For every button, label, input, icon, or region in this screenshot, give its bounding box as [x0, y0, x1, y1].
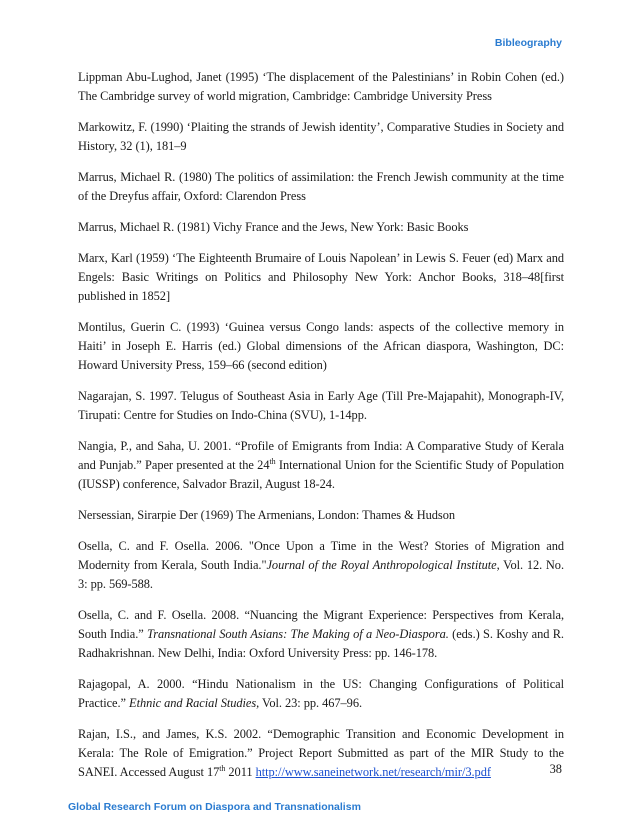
bibliography-list [78, 68, 564, 794]
reference-text: Vol. 12. No. 3: pp. 569-588. [78, 557, 565, 591]
reference-text: 2011 [225, 764, 256, 779]
reference-text: Nangia, P., and Saha, U. 2001. “Profile of Emigrants from India: A Comparative Study of Kerala and Punjab.” Paper presented at the 24 [78, 438, 564, 472]
reference-entry: Marx, Karl (1959) ‘The Eighteenth Brumaire of Louis Napolean’ in Lewis S. Feuer (ed) Marx and Engels: Basic Writings on Politics and Philosophy New York: Anchor Books, 318–48[first published in 1852] [78, 251, 564, 303]
reference-entry [78, 725, 564, 782]
reference-entry [78, 537, 564, 594]
reference-entry [78, 606, 564, 663]
reference-link[interactable]: http://www.saneinetwork.net/research/mir/3.pdf [255, 764, 491, 779]
reference-entry: Markowitz, F. (1990) ‘Plaiting the strands of Jewish identity’, Comparative Studies in Society and History, 32 (1), 181–9 [78, 120, 564, 153]
running-header: Bibleography [494, 37, 562, 49]
reference-entry: Montilus, Guerin C. (1993) ‘Guinea versus Congo lands: aspects of the collective memory in Haiti’ in Joseph E. Harris (ed.) Global dimensions of the African diaspora, Washington, DC: Howard University Press, 159–66 (second edition) [78, 320, 564, 372]
journal-title: Journal of the Royal Anthropological Institute, [266, 557, 500, 572]
journal-title: Ethnic and Racial Studies, [129, 695, 260, 710]
reference-text: Vol. 23: pp. 467–96. [259, 695, 363, 710]
page-number: 38 [549, 762, 562, 776]
reference-text: Rajagopal, A. 2000. “Hindu Nationalism in the US: Changing Configurations of Political Practice.” [78, 676, 564, 710]
reference-entry: Nagarajan, S. 1997. Telugus of Southeast Asia in Early Age (Till Pre-Majapahit), Monograph-IV, Tirupati: Centre for Studies on Indo-China (SVU), 1-14pp. [78, 388, 564, 422]
reference-text: Rajan, I.S., and James, K.S. 2002. “Demographic Transition and Economic Development in Kerala: The Role of Emigration.” Project Report Submitted as part of the MIR Study to the SANEI. Accessed August 17 [78, 726, 564, 779]
reference-entry [78, 437, 564, 494]
reference-text: International Union for the Scientific Study of Population (IUSSP) conference, Salvador Brazil, August 18-24. [78, 457, 564, 491]
reference-entry [78, 675, 564, 713]
reference-entry: Marrus, Michael R. (1980) The politics of assimilation: the French Jewish community at the time of the Dreyfus affair, Oxford: Clarendon Press [78, 170, 564, 203]
running-footer: Global Research Forum on Diaspora and Transnationalism [68, 801, 361, 813]
superscript: th [269, 456, 276, 466]
reference-text: (eds.) S. Koshy and R. Radhakrishnan. New Delhi, India: Oxford University Press: pp. 146-178. [78, 626, 564, 660]
book-title: Transnational South Asians: The Making of a Neo-Diaspora. [147, 626, 449, 641]
reference-text: Osella, C. and F. Osella. 2008. “Nuancing the Migrant Experience: Perspectives from Kerala, South India.” [78, 607, 564, 641]
reference-entry: Lippman Abu-Lughod, Janet (1995) ‘The displacement of the Palestinians’ in Robin Cohen (ed.) The Cambridge survey of world migration, Cambridge: Cambridge University Press [78, 70, 564, 103]
reference-entry: Marrus, Michael R. (1981) Vichy France and the Jews, New York: Basic Books [78, 220, 469, 234]
superscript: th [219, 763, 226, 773]
reference-text: Osella, C. and F. Osella. 2006. "Once Upon a Time in the West? Stories of Migration and Modernity from Kerala, South India." [78, 538, 564, 572]
reference-entry: Nersessian, Sirarpie Der (1969) The Armenians, London: Thames & Hudson [78, 507, 455, 522]
